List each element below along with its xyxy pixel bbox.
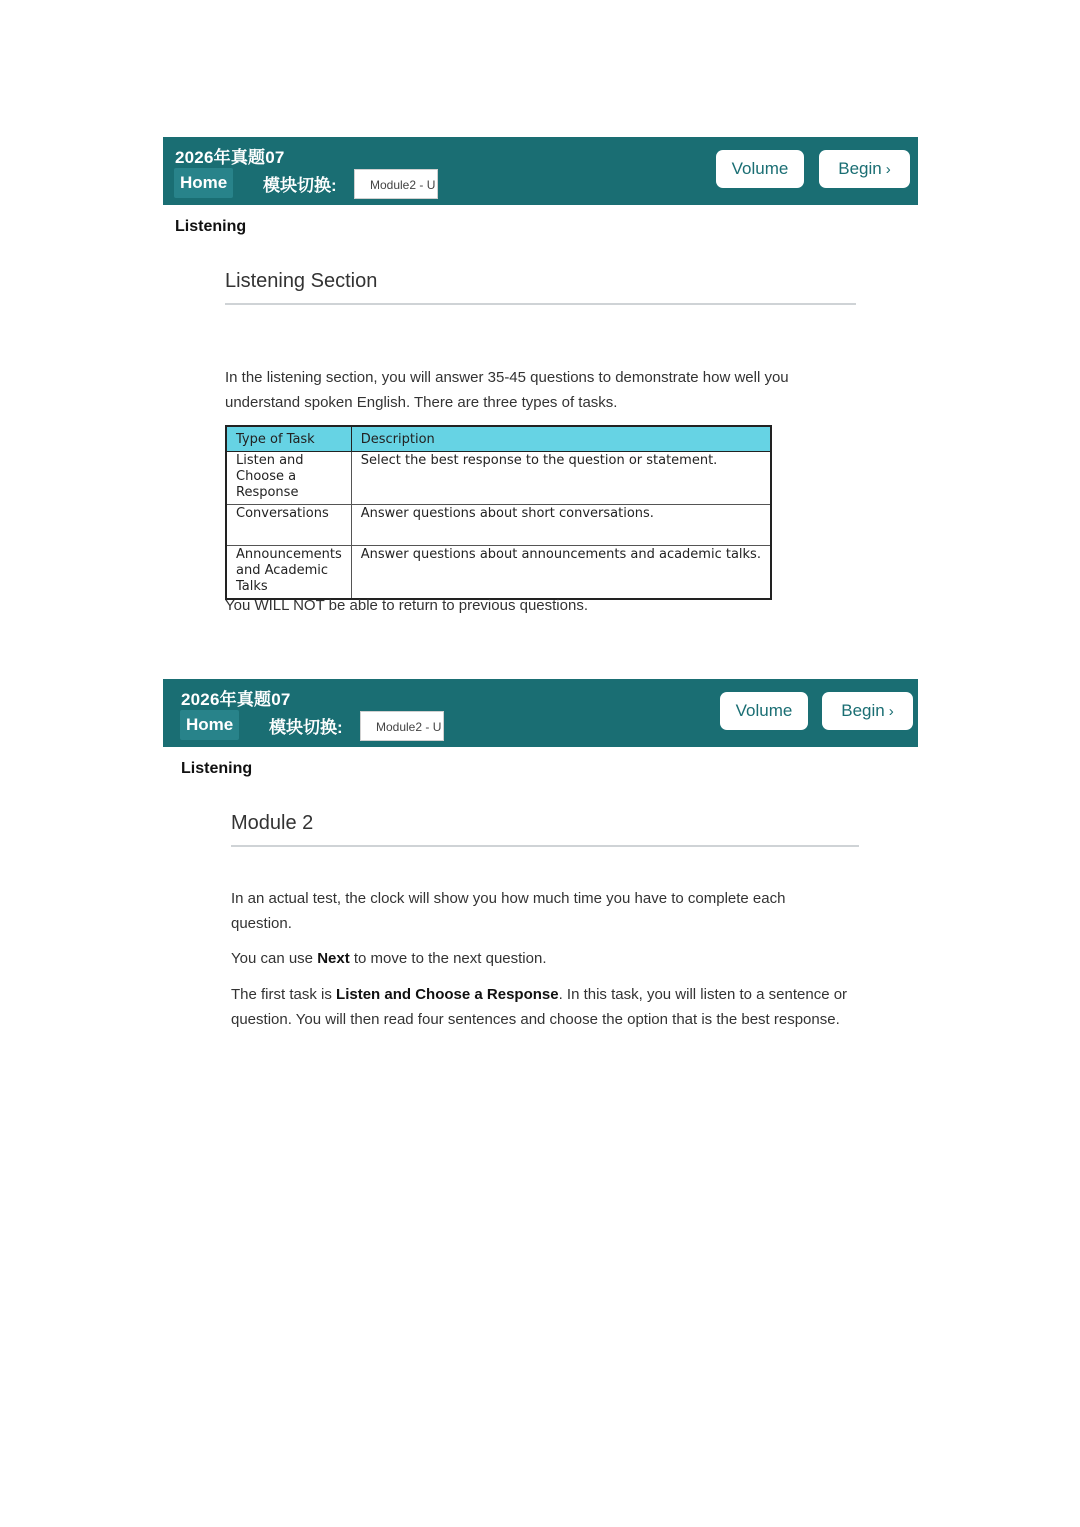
table-row: [226, 546, 771, 600]
volume-button-label: Volume: [731, 159, 789, 178]
table-cell-type: Listen and Choose a Response: [226, 452, 351, 505]
task-name-keyword: Listen and Choose a Response: [336, 986, 559, 1003]
module-select[interactable]: Module2 - U: [360, 711, 444, 741]
begin-button-label: Begin: [838, 159, 882, 178]
top-bar: [163, 137, 918, 205]
top-bar: [163, 679, 918, 747]
test-title: 2026年真题07: [181, 690, 291, 709]
home-button[interactable]: Home: [174, 168, 233, 198]
clock-info-text: In an actual test, the clock will show you how much time you have to complete each question.: [231, 890, 786, 932]
chevron-right-icon: ›: [888, 703, 894, 720]
table-cell-description: Select the best response to the question or statement.: [351, 452, 771, 505]
table-header-row: [226, 426, 771, 452]
content-title: Module 2: [231, 812, 314, 834]
first-task-text: [231, 982, 856, 1032]
section-label: Listening: [175, 218, 247, 235]
task-types-table: [225, 425, 772, 600]
table-cell-description: Answer questions about short conversations.: [351, 505, 771, 546]
begin-button[interactable]: [822, 692, 913, 730]
test-title: 2026年真题07: [175, 148, 285, 167]
intro-text: In the listening section, you will answer 35-45 questions to demonstrate how well you understand spoken English. There are three types of tasks.: [225, 369, 789, 411]
module-select[interactable]: Module2 - U: [354, 169, 438, 199]
begin-button[interactable]: [819, 150, 910, 188]
home-button[interactable]: Home: [180, 710, 239, 740]
section-label: Listening: [181, 760, 253, 777]
first-task-before: The first task is: [231, 986, 337, 1003]
content-title: Listening Section: [225, 270, 378, 292]
next-info-after: to move to the next question.: [349, 950, 547, 967]
table-cell-description: Answer questions about announcements and academic talks.: [351, 546, 771, 600]
next-keyword: Next: [317, 950, 350, 967]
table-row: [226, 505, 771, 546]
next-info-text: [231, 946, 851, 971]
table-row: [226, 452, 771, 505]
table-header-description: Description: [351, 426, 771, 452]
next-info-before: You can use: [231, 950, 318, 967]
module-switch-label: 模块切换:: [263, 176, 337, 195]
first-task-after: . In this task, you will listen to a sentence or question. You will then read four sentences and choose the option that is the best response.: [231, 986, 848, 1028]
volume-button[interactable]: [720, 692, 808, 730]
no-return-note: You WILL NOT be able to return to previous questions.: [225, 597, 588, 614]
title-divider: [231, 845, 859, 847]
volume-button-label: Volume: [735, 701, 793, 720]
volume-button[interactable]: [716, 150, 804, 188]
table-cell-type: Conversations: [226, 505, 351, 546]
module-switch-label: 模块切换:: [269, 718, 343, 737]
begin-button-label: Begin: [841, 701, 885, 720]
table-cell-type: Announcements and Academic Talks: [226, 546, 351, 600]
title-divider: [225, 303, 856, 305]
chevron-right-icon: ›: [885, 161, 891, 178]
table-header-type: Type of Task: [226, 426, 351, 452]
